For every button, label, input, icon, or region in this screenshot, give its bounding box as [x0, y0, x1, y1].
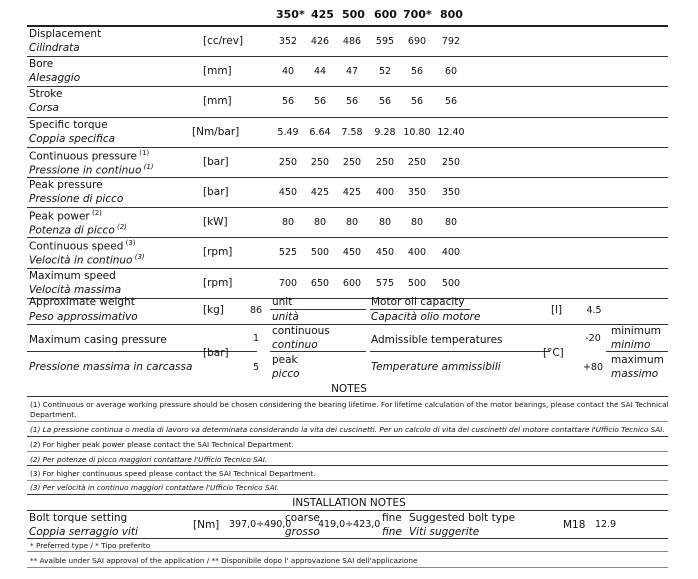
divider: [27, 421, 668, 422]
row-value: 500: [310, 247, 330, 259]
row-value: 250: [278, 156, 298, 168]
col-header-425: 425: [311, 8, 334, 21]
row-value: 250: [407, 156, 427, 168]
note-3-it: (3) Per velocità in continuo maggiori contattare l'Ufficio Tecnico SAI.: [30, 483, 280, 492]
row-value: 56: [313, 96, 327, 108]
row-label-it: Potenza di picco $^{(2)}$: [29, 223, 127, 237]
bolt-type-label: Suggested bolt type: [409, 512, 516, 524]
row-divider: [27, 396, 668, 397]
row-value: 650: [310, 277, 330, 289]
footnote-preferred: * Preferred type / * Tipo preferito: [30, 541, 151, 550]
footnote-ref: (3): [123, 239, 136, 248]
col-header-700: 700*: [403, 8, 432, 21]
col-header-800: 800: [440, 8, 463, 21]
bolt-grade: 12.9: [595, 519, 617, 530]
divider: [27, 451, 668, 452]
casing-continuous-value: 1: [252, 333, 260, 344]
row-divider: [27, 510, 668, 511]
note-2: (2) For higher peak power please contact the SAI Technical Department.: [30, 440, 294, 449]
footnote-ref-it: (3): [132, 253, 145, 262]
row-unit: [kW]: [203, 216, 228, 229]
row-label-it: Corsa: [29, 102, 59, 115]
divider: [270, 351, 366, 352]
row-unit: [mm]: [203, 65, 232, 78]
divider: [270, 309, 366, 310]
bolt-torque-coarse-value: 397,0÷490,0: [229, 519, 292, 530]
temp-max-value: +80: [582, 362, 604, 373]
row-unit: [rpm]: [203, 246, 233, 259]
row-label-it: Pressione in continuo $^{(1)}$: [29, 162, 154, 177]
temp-max-label: maximum: [611, 354, 664, 366]
divider: [606, 351, 668, 352]
casing-label-it: Pressione massima in carcassa: [29, 361, 193, 373]
row-value: 525: [278, 247, 298, 259]
divider: [27, 551, 668, 552]
oil-unit: [l]: [551, 304, 563, 316]
bolt-fine-label: fine: [382, 512, 402, 524]
row-value: 400: [441, 247, 461, 259]
notes-title: NOTES: [331, 383, 367, 395]
row-value: 80: [378, 217, 392, 229]
row-value: 500: [407, 277, 427, 289]
row-value: 56: [281, 96, 295, 108]
row-label-it: Alesaggio: [29, 72, 81, 85]
weight-value: 86: [249, 305, 263, 316]
bolt-torque-label-it: Coppia serraggio viti: [29, 526, 138, 538]
col-header-350: 350*: [276, 8, 305, 21]
row-divider: [27, 237, 668, 238]
row-value: 700: [278, 277, 298, 289]
row-unit: [cc/rev]: [203, 35, 244, 47]
row-value: 6.64: [309, 126, 331, 138]
row-label: Continuous pressure $^{(1)}$: [29, 148, 150, 163]
row-label: Peak pressure: [29, 179, 103, 191]
note-2-it: (2) Per potenze di picco maggiori contattare l'Ufficio Tecnico SAI.: [30, 455, 268, 464]
row-divider: [27, 207, 668, 208]
row-label-it: Coppia specifica: [29, 132, 116, 145]
divider: [27, 567, 668, 568]
weight-sub-label-it: unità: [272, 311, 299, 323]
bolt-coarse-label: coarse: [285, 512, 320, 524]
temp-label: Admissible temperatures: [371, 334, 503, 346]
row-value: 352: [278, 36, 298, 47]
casing-continuous-label: continuous: [272, 325, 330, 337]
bolt-torque-unit: [Nm]: [193, 519, 220, 531]
row-value: 56: [410, 66, 424, 78]
row-unit: [bar]: [203, 155, 229, 168]
footnote-ref: (1): [137, 148, 150, 157]
divider: [370, 351, 550, 352]
temp-min-label: minimum: [611, 325, 661, 337]
row-label-it: Cilindrata: [29, 42, 80, 54]
temp-label-it: Temperature ammissibili: [371, 361, 501, 373]
row-label: Stroke: [29, 88, 63, 101]
row-value: 80: [281, 217, 295, 229]
row-value: 47: [345, 66, 359, 78]
bolt-size: M18: [563, 519, 586, 531]
note-1-cont: Department.: [30, 410, 77, 419]
row-value: 7.58: [341, 126, 363, 138]
temp-max-label-it: massimo: [611, 368, 659, 380]
note-3: (3) For higher continuous speed please contact the SAI Technical Department.: [30, 469, 316, 478]
row-unit: [Nm/bar]: [192, 125, 240, 138]
row-divider: [27, 324, 668, 325]
row-value: 400: [407, 247, 427, 259]
row-value: 44: [313, 66, 327, 78]
row-value: 80: [313, 217, 327, 229]
row-label: Maximum speed: [29, 269, 116, 282]
row-value: 250: [310, 156, 330, 168]
header-rule: [27, 25, 668, 27]
row-value: 80: [444, 217, 458, 229]
row-value: 56: [410, 96, 424, 108]
row-value: 450: [342, 247, 362, 259]
bolt-torque-fine-value: 419,0÷423,0: [318, 519, 381, 530]
casing-peak-label-it: picco: [272, 368, 300, 380]
row-label: Specific torque: [29, 118, 108, 131]
oil-label-it: Capacità olio motore: [371, 311, 481, 323]
casing-peak-label: peak: [272, 354, 298, 366]
row-value: 575: [375, 277, 395, 289]
bolt-torque-label: Bolt torque setting: [29, 512, 128, 524]
weight-sub-label: unit: [272, 296, 293, 308]
row-value: 690: [407, 36, 427, 47]
row-value: 425: [310, 187, 330, 198]
temp-min-label-it: minimo: [611, 339, 651, 351]
row-unit: [rpm]: [203, 276, 233, 289]
row-value: 12.40: [437, 126, 465, 138]
weight-label-it: Peso approssimativo: [29, 311, 138, 323]
row-value: 450: [278, 187, 298, 198]
row-value: 450: [375, 247, 395, 259]
bolt-coarse-label-it: grosso: [285, 526, 320, 538]
row-value: 426: [310, 36, 330, 47]
bolt-fine-label-it: fine: [382, 526, 402, 538]
row-value: 250: [342, 156, 362, 168]
weight-label: Approximate weight: [29, 296, 135, 308]
weight-unit: [kg]: [203, 304, 224, 316]
casing-unit: [bar]: [203, 347, 229, 359]
footnote-ref: (2): [89, 209, 102, 218]
row-value: 5.49: [277, 126, 299, 138]
row-value: 500: [441, 277, 461, 289]
row-value: 250: [441, 156, 461, 168]
row-divider: [27, 56, 668, 57]
row-value: 80: [410, 217, 424, 229]
row-label: Displacement: [29, 28, 102, 40]
row-divider: [27, 147, 668, 148]
row-value: 250: [375, 156, 395, 168]
row-divider: [27, 494, 668, 495]
row-divider: [27, 177, 668, 178]
casing-continuous-label-it: continuo: [272, 339, 318, 351]
note-1-it: (1) La pressione continua o media di lavoro va determinata considerando la vita dei cuscinetti. Per un calcolo di vita dei cuscinetti del motore contattare l'Ufficio Tecnico SAI.: [30, 425, 665, 434]
row-value: 9.28: [374, 126, 396, 138]
row-divider: [27, 436, 668, 437]
row-divider: [27, 465, 668, 466]
row-value: 350: [407, 187, 427, 198]
temp-min-value: -20: [585, 333, 601, 344]
col-header-600: 600: [374, 8, 397, 21]
row-divider: [27, 117, 668, 118]
row-value: 350: [441, 187, 461, 198]
row-divider: [27, 538, 668, 539]
row-value: 792: [441, 36, 461, 47]
row-label: Peak power $^{(2)}$: [29, 209, 102, 223]
row-label-it: Velocità massima: [29, 283, 122, 296]
divider: [27, 480, 668, 481]
row-divider: [27, 268, 668, 269]
footnote-ref-it: (2): [114, 223, 127, 232]
row-value: 400: [375, 187, 395, 198]
bolt-type-label-it: Viti suggerite: [409, 526, 480, 538]
row-label-it: Pressione di picco: [29, 193, 124, 205]
note-1: (1) Continuous or average working pressure should be chosen considering the bearing lifetime. For lifetime calculation of the motor bearings, please contact the SAI Technical: [30, 400, 669, 409]
row-unit: [bar]: [203, 186, 229, 198]
row-value: 40: [281, 66, 295, 78]
row-divider: [27, 86, 668, 87]
row-value: 56: [378, 96, 392, 108]
row-unit: [mm]: [203, 95, 232, 108]
row-value: 52: [378, 66, 392, 78]
divider: [370, 309, 470, 310]
row-value: 56: [345, 96, 359, 108]
casing-label: Maximum casing pressure: [29, 334, 167, 346]
footnote-ref-it: (1): [141, 162, 154, 171]
row-value: 56: [444, 96, 458, 108]
casing-peak-value: 5: [252, 362, 260, 373]
row-label-it: Velocità in continuo $^{(3)}$: [29, 253, 145, 267]
row-value: 600: [342, 277, 362, 289]
row-value: 80: [345, 217, 359, 229]
row-value: 10.80: [403, 126, 431, 138]
row-value: 595: [375, 36, 395, 47]
install-title: INSTALLATION NOTES: [292, 497, 406, 509]
row-value: 425: [342, 187, 362, 198]
row-value: 486: [342, 36, 362, 47]
temp-unit: [°C]: [543, 347, 564, 359]
oil-label: Motor oil capacity: [371, 296, 465, 308]
row-label: Bore: [29, 58, 54, 71]
oil-value: 4.5: [586, 305, 602, 316]
footnote-approval: ** Avaible under SAI approval of the application / ** Disponibile dopo l' approvazione SAI dell'applicazione: [30, 556, 418, 565]
row-label: Continuous speed $^{(3)}$: [29, 239, 136, 253]
col-header-500: 500: [342, 8, 365, 21]
row-value: 60: [444, 66, 458, 78]
